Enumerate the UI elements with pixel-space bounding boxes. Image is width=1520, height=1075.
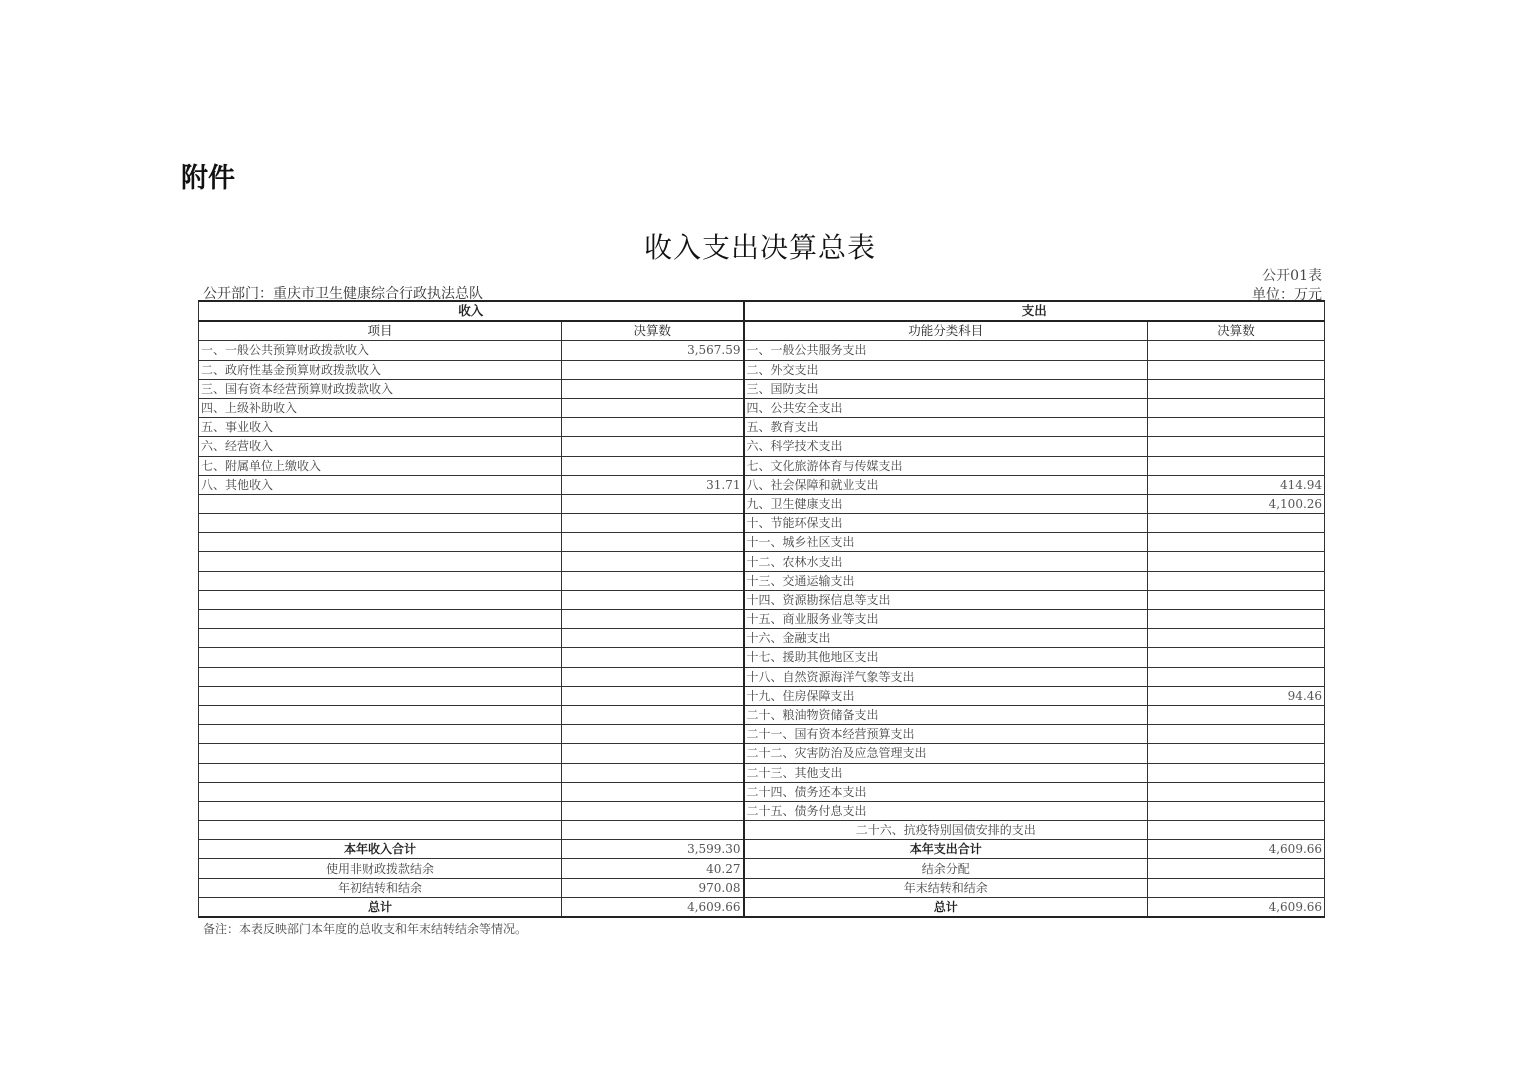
income-amount-cell — [562, 763, 744, 782]
income-item-cell: 八、其他收入 — [199, 475, 562, 494]
expense-item-cell: 十四、资源勘探信息等支出 — [744, 590, 1148, 609]
income-item-cell — [199, 552, 562, 571]
table-row — [199, 782, 1325, 801]
table-row — [199, 744, 1325, 763]
expense-amount-cell — [1148, 744, 1325, 763]
expense-amount-cell — [1148, 648, 1325, 667]
attachment-label: 附件 — [181, 163, 235, 194]
expense-item-cell: 十一、城乡社区支出 — [744, 533, 1148, 552]
expense-amount-cell — [1148, 379, 1325, 398]
expense-amount-cell — [1148, 821, 1325, 840]
unit-label: 单位：万元 — [1252, 287, 1322, 303]
income-amount-cell — [562, 494, 744, 513]
expense-item-cell: 二十四、债务还本支出 — [744, 782, 1148, 801]
table-row — [199, 821, 1325, 840]
expense-amount-cell — [1148, 629, 1325, 648]
income-item-cell — [199, 705, 562, 724]
summary-row — [199, 897, 1325, 917]
income-amount-header: 决算数 — [562, 321, 744, 341]
income-item-cell — [199, 590, 562, 609]
table-row — [199, 571, 1325, 590]
income-item-cell — [199, 744, 562, 763]
expense-amount-cell — [1148, 763, 1325, 782]
income-item-cell — [199, 821, 562, 840]
income-expense-table — [198, 300, 1325, 918]
footnote: 备注：本表反映部门本年度的总收支和年末结转结余等情况。 — [203, 922, 528, 936]
table-row — [199, 667, 1325, 686]
summary-expense-amount-cell: 4,609.66 — [1148, 840, 1325, 859]
summary-expense-amount-cell — [1148, 859, 1325, 878]
expense-item-cell: 二十五、债务付息支出 — [744, 801, 1148, 820]
expense-item-cell: 十七、援助其他地区支出 — [744, 648, 1148, 667]
expense-item-cell: 三、国防支出 — [744, 379, 1148, 398]
summary-expense-item-cell: 结余分配 — [744, 859, 1148, 878]
table-row — [199, 398, 1325, 417]
expense-amount-cell — [1148, 552, 1325, 571]
summary-income-amount-cell: 970.08 — [562, 878, 744, 897]
summary-row — [199, 878, 1325, 897]
table-row — [199, 590, 1325, 609]
income-amount-cell — [562, 379, 744, 398]
table-row — [199, 725, 1325, 744]
expense-item-cell: 七、文化旅游体育与传媒支出 — [744, 456, 1148, 475]
income-item-cell: 五、事业收入 — [199, 418, 562, 437]
income-amount-cell — [562, 801, 744, 820]
expense-amount-cell — [1148, 782, 1325, 801]
income-item-cell — [199, 610, 562, 629]
summary-expense-item-cell: 本年支出合计 — [744, 840, 1148, 859]
summary-expense-amount-cell: 4,609.66 — [1148, 897, 1325, 917]
income-amount-cell — [562, 821, 744, 840]
summary-income-amount-cell: 40.27 — [562, 859, 744, 878]
expense-amount-cell — [1148, 571, 1325, 590]
table-row — [199, 686, 1325, 705]
column-header-row — [199, 321, 1325, 341]
summary-expense-amount-cell — [1148, 878, 1325, 897]
income-amount-cell — [562, 552, 744, 571]
table-row — [199, 533, 1325, 552]
expense-item-cell: 二十一、国有资本经营预算支出 — [744, 725, 1148, 744]
table-row — [199, 629, 1325, 648]
summary-row — [199, 840, 1325, 859]
income-amount-cell — [562, 610, 744, 629]
expense-item-cell: 一、一般公共服务支出 — [744, 341, 1148, 360]
summary-expense-item-cell: 总计 — [744, 897, 1148, 917]
summary-row — [199, 859, 1325, 878]
summary-expense-item-cell: 年末结转和结余 — [744, 878, 1148, 897]
income-item-cell: 七、附属单位上缴收入 — [199, 456, 562, 475]
expense-amount-cell — [1148, 801, 1325, 820]
income-amount-cell — [562, 744, 744, 763]
income-amount-cell — [562, 360, 744, 379]
income-item-cell — [199, 648, 562, 667]
table-row — [199, 801, 1325, 820]
table-row — [199, 552, 1325, 571]
expense-item-cell: 二、外交支出 — [744, 360, 1148, 379]
expense-amount-cell — [1148, 590, 1325, 609]
summary-income-item-cell: 总计 — [199, 897, 562, 917]
income-amount-cell — [562, 648, 744, 667]
income-item-cell — [199, 494, 562, 513]
expense-amount-cell — [1148, 360, 1325, 379]
income-item-header: 项目 — [199, 321, 562, 341]
table-row — [199, 475, 1325, 494]
expense-amount-cell — [1148, 418, 1325, 437]
expense-amount-cell: 4,100.26 — [1148, 494, 1325, 513]
expense-amount-cell — [1148, 398, 1325, 417]
income-item-cell — [199, 725, 562, 744]
expense-item-cell: 二十、粮油物资储备支出 — [744, 705, 1148, 724]
income-item-cell: 四、上级补助收入 — [199, 398, 562, 417]
expense-amount-cell — [1148, 667, 1325, 686]
income-item-cell — [199, 667, 562, 686]
income-item-cell — [199, 533, 562, 552]
expense-amount-cell — [1148, 514, 1325, 533]
table-row — [199, 494, 1325, 513]
expense-amount-cell — [1148, 533, 1325, 552]
expense-item-cell: 四、公共安全支出 — [744, 398, 1148, 417]
table-row — [199, 514, 1325, 533]
table-row — [199, 341, 1325, 360]
income-amount-cell — [562, 705, 744, 724]
income-amount-cell — [562, 437, 744, 456]
income-amount-cell — [562, 456, 744, 475]
expense-item-cell: 八、社会保障和就业支出 — [744, 475, 1148, 494]
income-item-cell: 二、政府性基金预算财政拨款收入 — [199, 360, 562, 379]
expense-item-cell: 五、教育支出 — [744, 418, 1148, 437]
section-header-row — [199, 301, 1325, 321]
table-row — [199, 360, 1325, 379]
income-amount-cell — [562, 629, 744, 648]
expense-item-cell: 九、卫生健康支出 — [744, 494, 1148, 513]
expense-item-header: 功能分类科目 — [744, 321, 1148, 341]
income-amount-cell — [562, 725, 744, 744]
expense-item-cell: 十三、交通运输支出 — [744, 571, 1148, 590]
summary-income-amount-cell: 3,599.30 — [562, 840, 744, 859]
income-item-cell — [199, 686, 562, 705]
table-row — [199, 456, 1325, 475]
expense-item-cell: 二十六、抗疫特别国债安排的支出 — [744, 821, 1148, 840]
expense-amount-cell: 414.94 — [1148, 475, 1325, 494]
table-row — [199, 379, 1325, 398]
income-item-cell — [199, 629, 562, 648]
expense-amount-cell — [1148, 341, 1325, 360]
expense-amount-cell: 94.46 — [1148, 686, 1325, 705]
income-item-cell — [199, 571, 562, 590]
expense-item-cell: 十九、住房保障支出 — [744, 686, 1148, 705]
income-item-cell — [199, 782, 562, 801]
income-amount-cell — [562, 398, 744, 417]
expense-amount-cell — [1148, 456, 1325, 475]
income-item-cell — [199, 801, 562, 820]
summary-income-item-cell: 年初结转和结余 — [199, 878, 562, 897]
expense-amount-cell — [1148, 610, 1325, 629]
report-title: 收入支出决算总表 — [643, 231, 876, 264]
expense-item-cell: 十八、自然资源海洋气象等支出 — [744, 667, 1148, 686]
expense-section-header: 支出 — [744, 301, 1325, 321]
income-amount-cell: 3,567.59 — [562, 341, 744, 360]
summary-income-item-cell: 使用非财政拨款结余 — [199, 859, 562, 878]
income-item-cell: 一、一般公共预算财政拨款收入 — [199, 341, 562, 360]
income-item-cell — [199, 514, 562, 533]
table-row — [199, 418, 1325, 437]
table-row — [199, 437, 1325, 456]
expense-item-cell: 十、节能环保支出 — [744, 514, 1148, 533]
table-row — [199, 648, 1325, 667]
income-amount-cell: 31.71 — [562, 475, 744, 494]
income-amount-cell — [562, 418, 744, 437]
expense-item-cell: 十二、农林水支出 — [744, 552, 1148, 571]
income-amount-cell — [562, 590, 744, 609]
department-label: 公开部门：重庆市卫生健康综合行政执法总队 — [203, 286, 483, 302]
income-item-cell: 六、经营收入 — [199, 437, 562, 456]
summary-income-amount-cell: 4,609.66 — [562, 897, 744, 917]
income-item-cell: 三、国有资本经营预算财政拨款收入 — [199, 379, 562, 398]
expense-amount-cell — [1148, 725, 1325, 744]
expense-item-cell: 六、科学技术支出 — [744, 437, 1148, 456]
income-amount-cell — [562, 514, 744, 533]
summary-income-item-cell: 本年收入合计 — [199, 840, 562, 859]
income-amount-cell — [562, 571, 744, 590]
income-amount-cell — [562, 667, 744, 686]
expense-amount-cell — [1148, 705, 1325, 724]
income-item-cell — [199, 763, 562, 782]
expense-item-cell: 十五、商业服务业等支出 — [744, 610, 1148, 629]
expense-item-cell: 十六、金融支出 — [744, 629, 1148, 648]
table-row — [199, 763, 1325, 782]
income-amount-cell — [562, 782, 744, 801]
table-row — [199, 610, 1325, 629]
expense-amount-cell — [1148, 437, 1325, 456]
expense-item-cell: 二十三、其他支出 — [744, 763, 1148, 782]
form-number: 公开01表 — [1262, 268, 1322, 284]
expense-amount-header: 决算数 — [1148, 321, 1325, 341]
table-row — [199, 705, 1325, 724]
expense-item-cell: 二十二、灾害防治及应急管理支出 — [744, 744, 1148, 763]
income-section-header: 收入 — [199, 301, 744, 321]
income-amount-cell — [562, 686, 744, 705]
income-amount-cell — [562, 533, 744, 552]
